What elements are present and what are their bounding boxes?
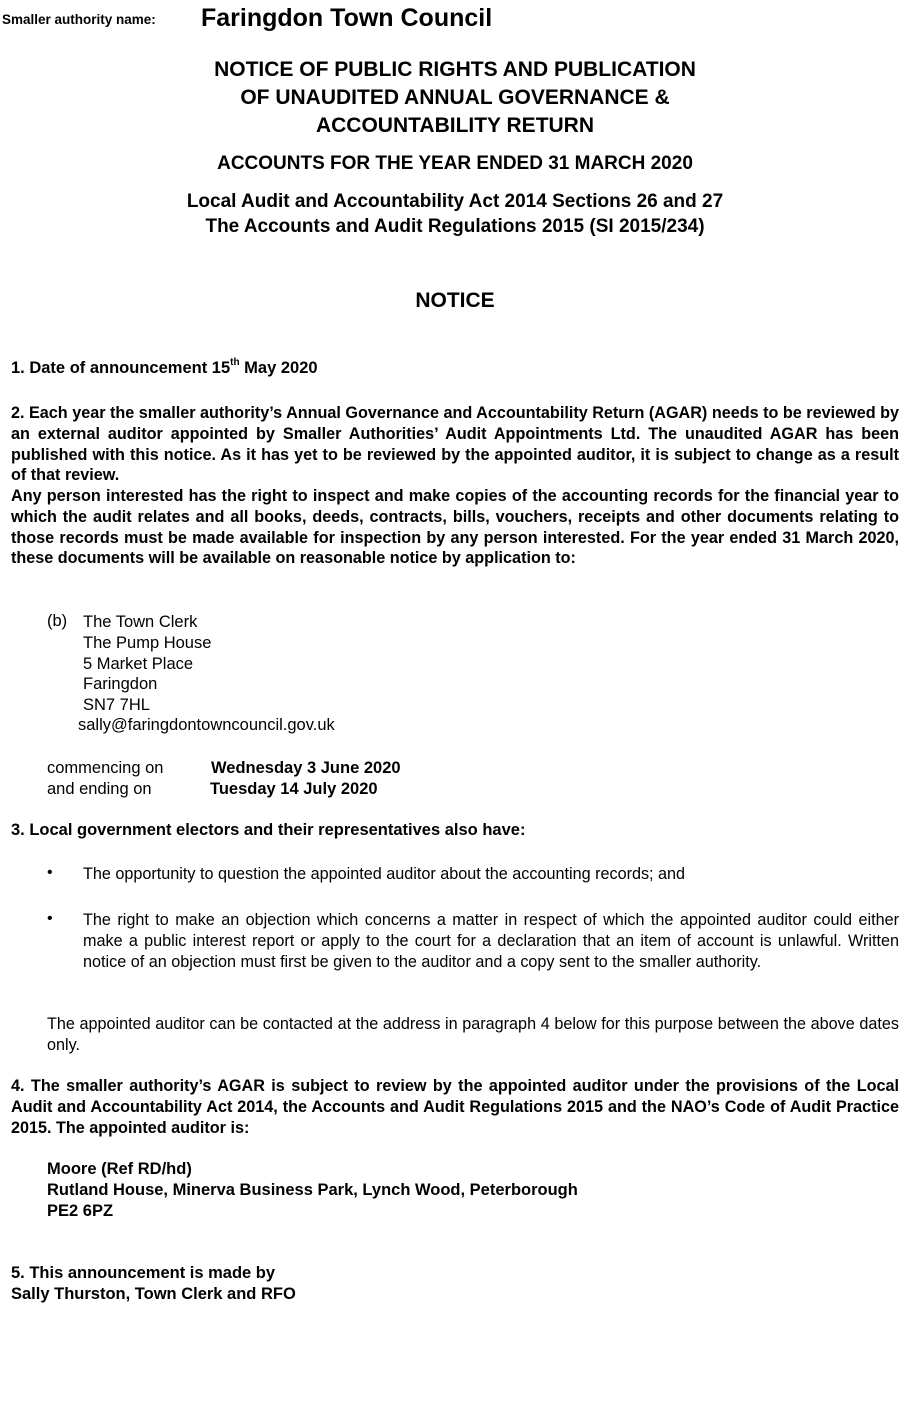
announcement-date-sup: th bbox=[230, 357, 240, 368]
announcement-by-heading: 5. This announcement is made by bbox=[11, 1264, 276, 1282]
title-line-1: NOTICE OF PUBLIC RIGHTS AND PUBLICATION bbox=[214, 58, 696, 81]
clerk-email: sally@faringdontowncouncil.gov.uk bbox=[78, 716, 335, 734]
act-line-2: The Accounts and Audit Regulations 2015 (SI 2015/234) bbox=[205, 216, 705, 237]
auditor-postcode: PE2 6PZ bbox=[47, 1202, 114, 1220]
section-4-paragraph: 4. The smaller authority’s AGAR is subject to review by the appointed auditor under the provisions of the Local Audit and Accountability Act 2014, the Accounts and Audit Regulations 2015 and the NAO’s Code of Audit Practice 2015. The appointed auditor is: bbox=[11, 1077, 899, 1137]
address-line: The Town Clerk bbox=[83, 613, 198, 631]
address-line: 5 Market Place bbox=[83, 654, 194, 673]
auditor-name: Moore (Ref RD/hd) bbox=[47, 1160, 192, 1178]
address-block bbox=[83, 612, 211, 716]
bullet-icon: • bbox=[47, 864, 53, 881]
ending-date: Tuesday 14 July 2020 bbox=[210, 780, 378, 798]
section-2-paragraph-1: 2. Each year the smaller authority’s Annual Governance and Accountability Return (AGAR) needs to be reviewed by an external auditor appointed by Smaller Authorities’ Audit Appointments Ltd. The unaudited AGAR has been published with this notice. As it has yet to be reviewed by the appointed auditor, it is subject to change as a result of that review. bbox=[11, 404, 899, 485]
ending-label: and ending on bbox=[47, 780, 152, 798]
authority-label: Smaller authority name: bbox=[2, 12, 156, 27]
bullet-question-auditor: The opportunity to question the appointed auditor about the accounting records; and bbox=[83, 865, 686, 883]
bullet-objection: The right to make an objection which concerns a matter in respect of which the appointed auditor could either make a public interest report or apply to the court for a declaration that an item of account is unlawful. Written notice of an objection must first be given to the auditor and a copy sent to the smaller authority. bbox=[83, 911, 899, 971]
section-2-paragraph-2: Any person interested has the right to inspect and make copies of the accounting records for the financial year to which the audit relates and all books, deeds, contracts, bills, vouchers, receipts and other documents relating to those records must be made available for inspection by any person interested. For the year ended 31 March 2020, these documents will be available on reasonable notice by application to: bbox=[11, 487, 899, 568]
accounts-year-heading: ACCOUNTS FOR THE YEAR ENDED 31 MARCH 2020 bbox=[217, 153, 693, 174]
auditor-address: Rutland House, Minerva Business Park, Lynch Wood, Peterborough bbox=[47, 1181, 578, 1199]
bullet-icon: • bbox=[47, 910, 53, 927]
commencing-date: Wednesday 3 June 2020 bbox=[211, 759, 401, 777]
address-line: The Pump House bbox=[83, 633, 212, 652]
notice-heading: NOTICE bbox=[415, 289, 495, 312]
announcement-date-suffix: May 2020 bbox=[239, 359, 318, 377]
title-line-2: OF UNAUDITED ANNUAL GOVERNANCE & bbox=[240, 86, 670, 109]
announcement-date bbox=[11, 359, 318, 378]
address-line: SN7 7HL bbox=[83, 696, 150, 715]
act-line-1: Local Audit and Accountability Act 2014 Sections 26 and 27 bbox=[186, 191, 724, 212]
authority-name: Faringdon Town Council bbox=[201, 4, 493, 32]
address-marker: (b) bbox=[47, 612, 68, 630]
address-line: Faringdon bbox=[83, 675, 158, 694]
announcer-name: Sally Thurston, Town Clerk and RFO bbox=[11, 1285, 296, 1303]
title-line-3: ACCOUNTABILITY RETURN bbox=[315, 114, 595, 137]
section-3-heading: 3. Local government electors and their representatives also have: bbox=[11, 821, 526, 839]
commencing-label: commencing on bbox=[47, 759, 164, 777]
announcement-date-prefix: 1. Date of announcement 15 bbox=[11, 359, 231, 377]
auditor-contact-note: The appointed auditor can be contacted at the address in paragraph 4 below for this purpose between the above dates only. bbox=[47, 1015, 899, 1054]
